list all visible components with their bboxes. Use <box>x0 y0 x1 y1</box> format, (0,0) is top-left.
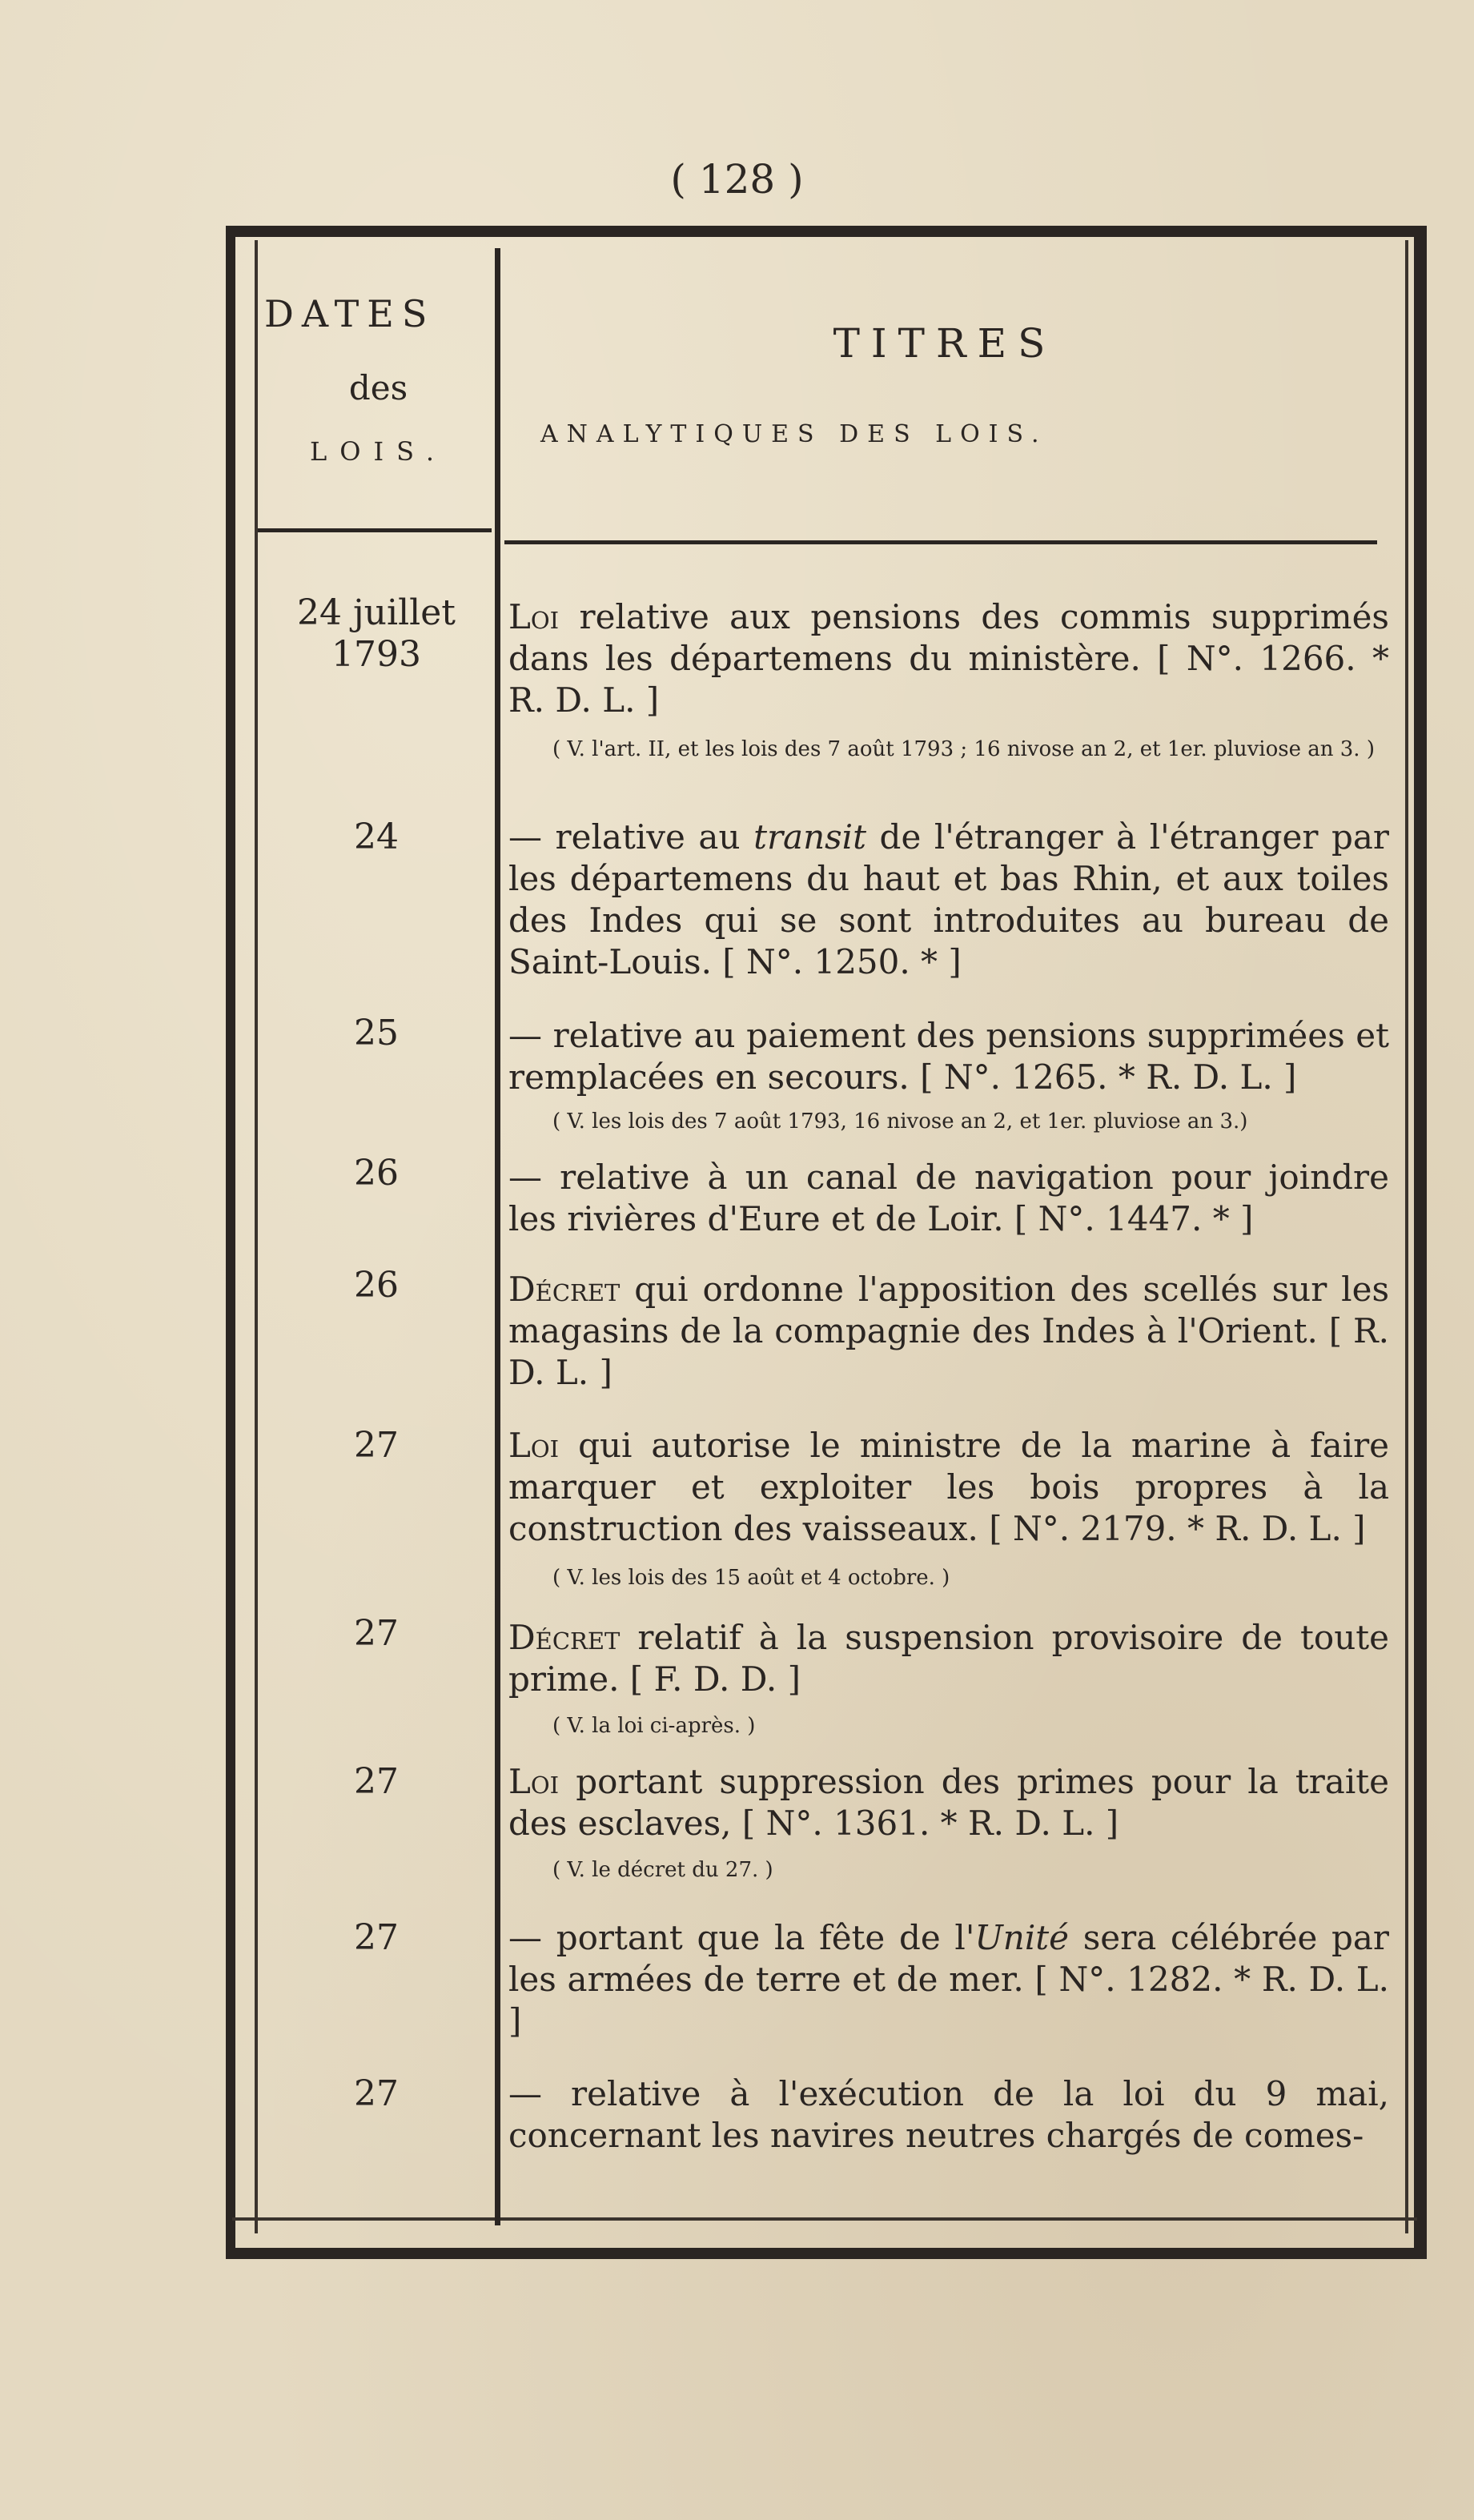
entry-italic: Unité <box>974 1918 1070 1957</box>
entry-date: 26 <box>354 1265 399 1306</box>
header-des: des <box>348 368 408 407</box>
entry-body-text: de l'étranger à l'étranger par les départemens du haut et bas Rhin, et aux toiles des Indes qui se sont introduites au bureau de Saint-Louis. [ N°. 1250. * ] <box>508 817 1389 981</box>
page-number: ( 128 ) <box>670 156 804 203</box>
entry-body-text: relative aux pensions des commis supprimés dans les départemens du ministère. [ N°. 1266. * R. D. L. ] <box>508 597 1389 720</box>
entry-date: 27 <box>354 1761 399 1802</box>
entry-lead: — relative à un canal de navigation pour joindre les rivières d'Eure et de Loir. [ N°. 1447. * ] <box>508 1158 1389 1238</box>
entry-note: ( V. les lois des 7 août 1793, 16 nivose an 2, et 1er. pluviose an 3.) <box>552 1110 1248 1134</box>
entry-lead: Loi <box>508 1762 560 1801</box>
entry-lead: — relative au <box>508 817 754 857</box>
entry-body-text: portant suppression des primes pour la traite des esclaves, [ N°. 1361. * R. D. L. ] <box>508 1762 1389 1843</box>
entry-date: 27 <box>354 1917 399 1958</box>
header-titres: TITRES <box>833 320 1057 367</box>
entry-text <box>508 1425 1389 1550</box>
entry-body-text: qui ordonne l'apposition des scellés sur les magasins de la compagnie des Indes à l'Orient. [ R. D. L. ] <box>508 1270 1389 1392</box>
entry-note: ( V. les lois des 15 août et 4 octobre. ) <box>552 1566 950 1590</box>
entry-lead: Loi <box>508 597 560 636</box>
entry-italic: transit <box>753 817 866 857</box>
entry-lead: — portant que la fête de l' <box>508 1918 975 1957</box>
column-divider <box>495 248 500 2225</box>
entry-lead: — relative au paiement des pensions supprimées et remplacées en secours. [ N°. 1265. * R. D. L. ] <box>508 1016 1389 1097</box>
entry-lead: Décret <box>508 1618 621 1657</box>
frame-inner-right <box>1405 240 1408 2233</box>
frame-inner-bottom <box>232 2217 1417 2221</box>
entry-text <box>508 1617 1389 1700</box>
entry-body-text: qui autorise le ministre de la marine à faire marquer et exploiter les bois propres à la construction des vaisseaux. [ N°. 2179. * R. D. L. ] <box>508 1426 1389 1548</box>
header-dates: DATES <box>264 292 436 335</box>
entry-date: 27 <box>354 1425 399 1466</box>
header-rule-dates <box>258 528 492 532</box>
entry-lead: Décret <box>508 1270 621 1309</box>
entry-lead: Loi <box>508 1426 560 1465</box>
entry-text <box>508 1015 1389 1098</box>
header-analytiques: ANALYTIQUES DES LOIS. <box>540 420 1048 448</box>
entry-note: ( V. la loi ci-après. ) <box>552 1714 756 1738</box>
entry-text <box>508 2073 1389 2157</box>
entry-text <box>508 1269 1389 1394</box>
entry-body-text: sera célébrée par les armées de terre et de mer. [ N°. 1282. * R. D. L. ] <box>508 1918 1389 2040</box>
header-rule-titles <box>504 540 1377 544</box>
entry-text <box>508 596 1389 721</box>
header-lois: LOIS. <box>309 436 448 467</box>
entry-date: 26 <box>354 1153 399 1194</box>
entry-text <box>508 817 1389 983</box>
frame-inner-left <box>255 240 258 2233</box>
entry-date: 27 <box>354 2073 399 2114</box>
entry-text <box>508 1917 1389 2042</box>
entry-date: 25 <box>354 1013 399 1053</box>
entry-text <box>508 1157 1389 1240</box>
entry-date: 27 <box>354 1613 399 1654</box>
entry-note: ( V. l'art. II, et les lois des 7 août 1793 ; 16 nivose an 2, et 1er. pluviose an 3. ) <box>552 737 1375 761</box>
entry-lead: — relative à l'exécution de la loi du 9 mai, concernant les navires neutres chargés de comes- <box>508 2074 1389 2155</box>
entry-date: 24 <box>354 817 399 857</box>
entry-text <box>508 1761 1389 1844</box>
entry-date: 24 juillet 1793 <box>297 592 456 675</box>
entry-note: ( V. le décret du 27. ) <box>552 1858 773 1882</box>
entry-body-text: relatif à la suspension provisoire de toute prime. [ F. D. D. ] <box>508 1618 1389 1699</box>
